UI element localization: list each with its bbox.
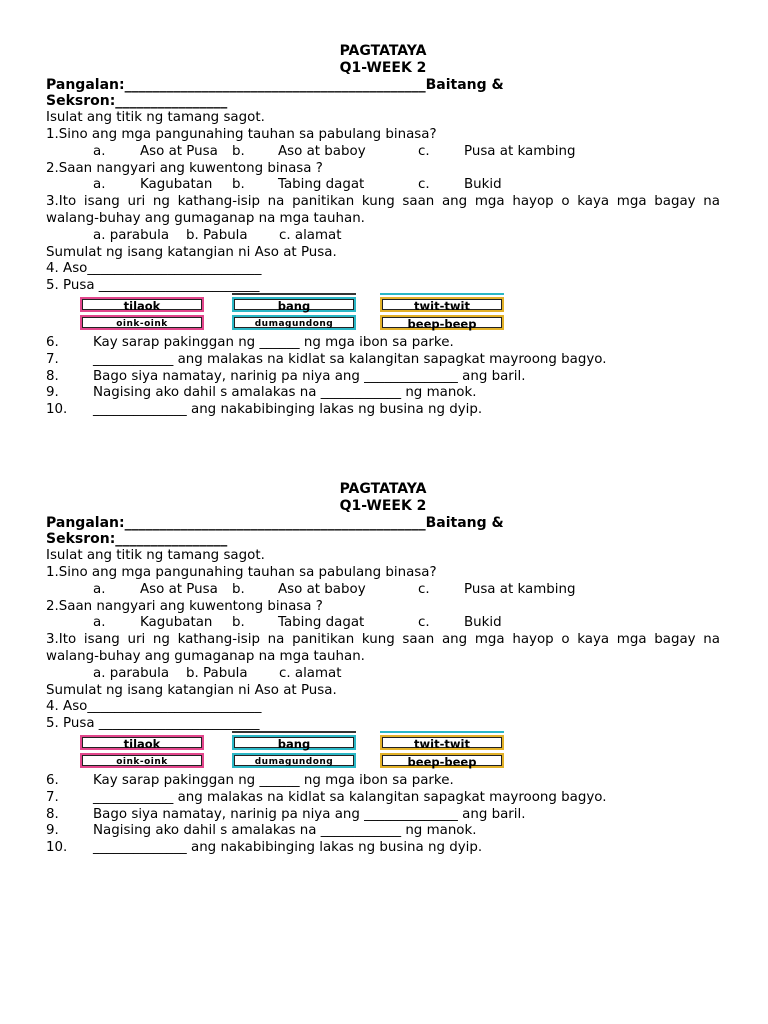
item-8 [46,369,720,386]
divider-line [232,731,356,733]
item-number: 10. [46,402,68,418]
item-sentence: ______________ ang nakabibinging lakas ng busina ng dyip. [93,840,483,856]
worksheet-subtitle: Q1-WEEK 2 [339,497,427,514]
word-box-bang: bang [232,735,356,750]
item-10 [46,402,720,419]
item-sentence: Bago siya namatay, narinig pa niya ang ______________ ang baril. [93,806,526,822]
question-2: 2.Saan nangyari ang kuwentong binasa ? [46,160,323,176]
name-field-line[interactable]: Pangalan:___________________________________________Baitang & [46,76,504,93]
item-sentence: ____________ ang malakas na kidlat sa kalangitan sapagkat mayroong bagyo. [93,789,607,805]
item-6 [46,773,720,790]
option-text-a: Aso at Pusa [140,581,218,597]
item-number: 7. [46,351,59,367]
word-box-twit-twit: twit-twit [380,297,504,312]
item-6 [46,335,720,352]
worksheet-1 [46,43,720,419]
option-letter-c: c. [418,581,430,597]
item-number: 7. [46,789,59,805]
worksheet-2 [46,481,720,857]
item-number: 8. [46,368,59,384]
option-letter-b: b. [232,581,245,597]
question-4-aso[interactable]: 4. Aso__________________________ [46,261,262,277]
option-c: c. alamat [279,665,342,681]
item-9 [46,823,720,840]
question-3-options [46,666,720,683]
option-letter-b: b. [232,177,245,193]
instruction-text: Isulat ang titik ng tamang sagot. [46,548,265,564]
item-sentence: Kay sarap pakinggan ng ______ ng mga ibon sa parke. [93,334,454,350]
worksheet-title: PAGTATAYA [339,481,427,497]
section-field-line[interactable]: Seksron:________________ [46,531,228,548]
question-1: 1.Sino ang mga pangunahing tauhan sa pabulang binasa? [46,126,437,142]
word-bank [46,297,720,335]
item-10 [46,840,720,857]
item-7 [46,790,720,807]
option-c: c. alamat [279,227,342,243]
word-box-dumagundong: dumagundong [232,753,356,768]
option-letter-c: c. [418,143,430,159]
word-box-beep-beep: beep-beep [380,315,504,330]
item-9 [46,385,720,402]
word-box-dumagundong: dumagundong [232,315,356,330]
item-number: 6. [46,772,59,788]
instruction-2-text: Sumulat ng isang katangian ni Aso at Pusa. [46,244,337,260]
question-3-line-2: walang-buhay ang gumaganap na mga tauhan. [46,210,365,226]
item-number: 6. [46,334,59,350]
question-3-line-2: walang-buhay ang gumaganap na mga tauhan. [46,648,365,664]
item-sentence: Nagising ako dahil s amalakas na ____________ ng manok. [93,385,477,401]
word-box-twit-twit: twit-twit [380,735,504,750]
question-3-line-1: 3.Ito isang uri ng kathang-isip na panitikan kung saan ang mga hayop o kaya mga bagay na [46,632,720,648]
item-sentence: Nagising ako dahil s amalakas na ____________ ng manok. [93,823,477,839]
option-letter-c: c. [418,615,430,631]
word-bank [46,735,720,773]
question-3-line-1: 3.Ito isang uri ng kathang-isip na panitikan kung saan ang mga hayop o kaya mga bagay na [46,194,720,210]
divider-line [232,293,356,295]
item-sentence: ______________ ang nakabibinging lakas ng busina ng dyip. [93,402,483,418]
question-4-aso[interactable]: 4. Aso__________________________ [46,699,262,715]
option-a: a. parabula [93,665,170,681]
option-text-c: Pusa at kambing [464,581,576,597]
option-text-a: Kagubatan [140,177,213,193]
worksheet-subtitle: Q1-WEEK 2 [339,59,427,76]
question-1-options [46,144,720,161]
option-letter-a: a. [93,615,106,631]
word-box-beep-beep: beep-beep [380,753,504,768]
option-text-a: Kagubatan [140,615,213,631]
item-sentence: ____________ ang malakas na kidlat sa kalangitan sapagkat mayroong bagyo. [93,351,607,367]
option-letter-a: a. [93,177,106,193]
word-box-tilaok: tilaok [80,735,204,750]
item-sentence: Bago siya namatay, narinig pa niya ang ______________ ang baril. [93,368,526,384]
option-letter-b: b. [232,615,245,631]
option-text-b: Aso at baboy [278,143,366,159]
option-text-b: Aso at baboy [278,581,366,597]
divider-line [380,293,504,295]
option-text-c: Pusa at kambing [464,143,576,159]
word-box-oink-oink: oink-oink [80,315,204,330]
divider-line [380,731,504,733]
instruction-text: Isulat ang titik ng tamang sagot. [46,110,265,126]
option-letter-a: a. [93,581,106,597]
option-b: b. Pabula [186,227,248,243]
option-text-b: Tabing dagat [278,177,365,193]
word-box-oink-oink: oink-oink [80,753,204,768]
question-1: 1.Sino ang mga pangunahing tauhan sa pabulang binasa? [46,564,437,580]
option-b: b. Pabula [186,665,248,681]
question-2: 2.Saan nangyari ang kuwentong binasa ? [46,598,323,614]
item-sentence: Kay sarap pakinggan ng ______ ng mga ibon sa parke. [93,772,454,788]
question-5-pusa[interactable]: 5. Pusa ________________________ [46,716,260,732]
item-number: 10. [46,840,68,856]
question-5-pusa[interactable]: 5. Pusa ________________________ [46,278,260,294]
item-number: 9. [46,823,59,839]
question-3-options [46,228,720,245]
question-2-options [46,615,720,632]
option-a: a. parabula [93,227,170,243]
option-letter-b: b. [232,143,245,159]
item-7 [46,352,720,369]
item-number: 9. [46,385,59,401]
question-2-options [46,177,720,194]
section-field-line[interactable]: Seksron:________________ [46,93,228,110]
option-text-b: Tabing dagat [278,615,365,631]
word-box-bang: bang [232,297,356,312]
name-field-line[interactable]: Pangalan:___________________________________________Baitang & [46,514,504,531]
option-text-c: Bukid [464,177,502,193]
option-text-c: Bukid [464,615,502,631]
item-8 [46,807,720,824]
option-letter-a: a. [93,143,106,159]
option-text-a: Aso at Pusa [140,143,218,159]
question-1-options [46,582,720,599]
option-letter-c: c. [418,177,430,193]
worksheet-title: PAGTATAYA [339,43,427,59]
word-box-tilaok: tilaok [80,297,204,312]
item-number: 8. [46,806,59,822]
instruction-2-text: Sumulat ng isang katangian ni Aso at Pusa. [46,682,337,698]
